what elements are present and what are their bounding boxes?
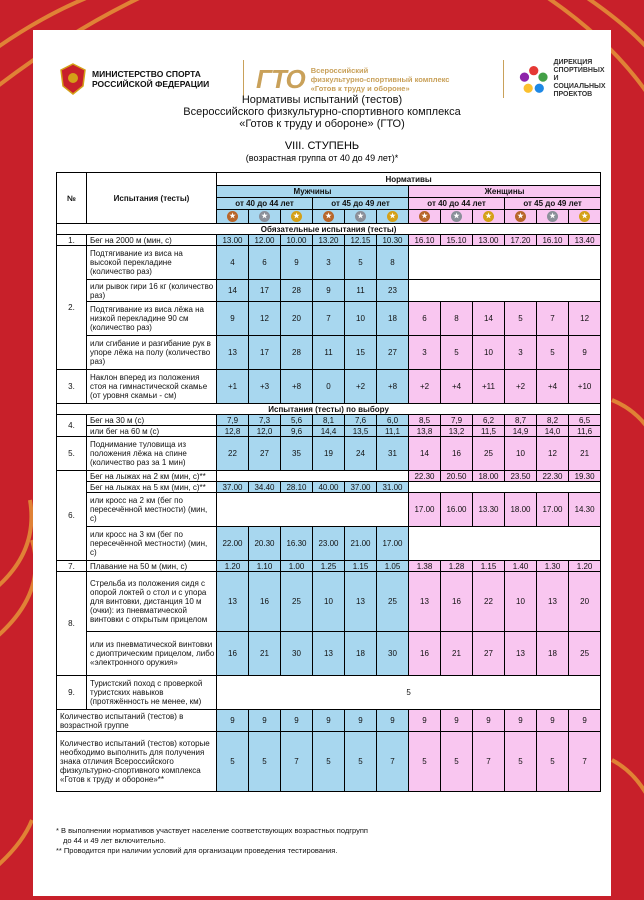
norm-value-women: 14 [409,437,441,471]
norm-value-men: 7 [281,732,313,792]
gold-badge-icon: ★ [387,211,398,222]
norm-value-women: 5 [537,336,569,370]
women-header: Женщины [409,186,601,198]
test-label: или кросс на 2 км (бег по пересечённой местности) (мин, с) [87,493,217,527]
norm-value-men: 9 [281,710,313,732]
norm-value-men: 17 [249,336,281,370]
norms-table [56,172,601,792]
table-row [57,426,601,437]
norm-value-women: 8,7 [505,415,537,426]
norm-value-women: 14,9 [505,426,537,437]
norm-value-women: 6,2 [473,415,505,426]
norm-value-men: 15 [345,336,377,370]
age-group-header: от 40 до 44 лет [409,198,505,210]
gto-line-1: Всероссийский [310,65,369,75]
norm-value-men: 9 [217,302,249,336]
test-label: или сгибание и разгибание рук в упоре лёжа на полу (количество раз) [87,336,217,370]
test-label: или из пневматической винтовки с диоптрическим прицелом, либо «электронного оружия» [87,632,217,676]
norm-value-men: 20.30 [249,527,281,561]
norm-value-women: 21 [441,632,473,676]
direction-line-3: И СОЦИАЛЬНЫХ [553,75,606,90]
norm-value-women: 20.50 [441,471,473,482]
norm-value-men: 22 [217,437,249,471]
norm-value-men: 7 [313,302,345,336]
badge-cell [377,210,409,224]
norm-value-women: 14,0 [537,426,569,437]
gold-badge-icon: ★ [483,211,494,222]
norm-value-women: 9 [569,336,601,370]
norm-value-men: 10 [313,572,345,632]
norm-value-men: 9 [249,710,281,732]
norm-value-men: 11 [345,280,377,302]
age-group-header: от 45 до 49 лет [505,198,601,210]
section-header: Испытания (тесты) по выбору [57,404,601,415]
age-group-header: от 45 до 49 лет [313,198,409,210]
norm-value-men: 27 [249,437,281,471]
test-number: 9. [57,676,87,710]
section-header: Обязательные испытания (тесты) [57,224,601,235]
footnotes [56,826,601,856]
norm-value-men: 23 [377,280,409,302]
norm-value-men: 5 [345,246,377,280]
empty-cell [409,527,601,561]
norm-value-men: 4 [217,246,249,280]
norm-value-women: 9 [505,710,537,732]
norm-value-men: +8 [281,370,313,404]
table-row [57,336,601,370]
badge-cell [505,210,537,224]
norm-value-women: 17.00 [537,493,569,527]
norm-value-men: 34.40 [249,482,281,493]
test-label: Плавание на 50 м (мин, с) [87,561,217,572]
test-label: Бег на 2000 м (мин, с) [87,235,217,246]
stage-title: VIII. СТУПЕНЬ [284,140,360,152]
direction-line-1: ДИРЕКЦИЯ [553,59,593,66]
norm-value-women: 8 [441,302,473,336]
norm-value-men: 17.00 [377,527,409,561]
bronze-badge-icon: ★ [227,211,238,222]
ministry-line-1: МИНИСТЕРСТВО СПОРТА [92,69,201,79]
silver-badge-icon: ★ [355,211,366,222]
norm-value-women: 12 [569,302,601,336]
norm-value-women: +2 [505,370,537,404]
norm-value-men: 5 [249,732,281,792]
norm-value-women: 6,5 [569,415,601,426]
norm-value-men: 1.05 [377,561,409,572]
norm-value-men: 28.10 [281,482,313,493]
norm-value-men: 31 [377,437,409,471]
norm-value-men: 1.10 [249,561,281,572]
table-row [57,732,601,792]
test-label: Количество испытаний (тестов) которые необходимо выполнить для получения знака отличия Всероссийского физкультурно-спортивного комплекса «Готов к труду и обороне»** [57,732,217,792]
empty-cell [409,482,601,493]
test-number: 5. [57,437,87,471]
table-row [57,173,601,186]
table-row [57,527,601,561]
table-row [57,561,601,572]
norm-value-men: 10.00 [281,235,313,246]
norm-value-women: 11,6 [569,426,601,437]
norm-value-men: 16.30 [281,527,313,561]
test-number: 3. [57,370,87,404]
norm-value-women: 3 [409,336,441,370]
test-number: 4. [57,415,87,437]
test-number: 6. [57,471,87,561]
test-label: Подтягивание из виса лёжа на низкой перекладине 90 см (количество раз) [87,302,217,336]
table-row [57,246,601,280]
norm-value-women: 9 [569,710,601,732]
star-cluster-icon [518,62,549,96]
test-label: Стрельба из положения сидя с опорой локтей о стол и с упора для винтовки, дистанция 10 м (очки): из пневматической винтовки с открытым прицелом [87,572,217,632]
table-row [57,415,601,426]
norm-value-men: 37.00 [345,482,377,493]
norm-value-women: +11 [473,370,505,404]
norm-value-men: 12,0 [249,426,281,437]
norm-value-women: 18 [537,632,569,676]
norm-value-men: 8 [377,246,409,280]
norm-value-women: 18.00 [473,471,505,482]
norm-value-women: 16.00 [441,493,473,527]
test-label: Бег на 30 м (с) [87,415,217,426]
norm-value-women: 8,5 [409,415,441,426]
norm-value-women: 27 [473,632,505,676]
norm-value-men: 22.00 [217,527,249,561]
norm-value-men: 9 [217,710,249,732]
norm-value-men: 25 [377,572,409,632]
norm-value-men: 1.00 [281,561,313,572]
badge-cell [473,210,505,224]
norm-value-women: 3 [505,336,537,370]
norm-value-men: 8,1 [313,415,345,426]
test-number: 2. [57,246,87,370]
direction-line-2: СПОРТИВНЫХ [553,67,605,74]
test-label: Бег на лыжах на 5 км (мин, с)** [87,482,217,493]
gto-line-2: физкультурно-спортивный комплекс [310,74,450,84]
norm-value-men: 0 [313,370,345,404]
norm-value-women: 13,2 [441,426,473,437]
norm-value-men: 13.00 [217,235,249,246]
norm-value-men: 21 [249,632,281,676]
direction-line-4: ПРОЕКТОВ [553,91,593,98]
norm-value-women: 23.50 [505,471,537,482]
norm-value-women: 5 [441,336,473,370]
men-header: Мужчины [217,186,409,198]
norm-value-men: 18 [345,632,377,676]
norm-value-men: 9 [345,710,377,732]
norm-value-women: +4 [537,370,569,404]
test-label: Подтягивание из виса на высокой перекладине (количество раз) [87,246,217,280]
norm-value-women: 7,9 [441,415,473,426]
test-number: 8. [57,572,87,676]
norm-value-men: 23.00 [313,527,345,561]
norm-value-men: 1.15 [345,561,377,572]
norm-value-men: 27 [377,336,409,370]
badge-cell [569,210,601,224]
norm-value-men: 5 [217,732,249,792]
norm-value-women: +4 [441,370,473,404]
norm-value-men: +1 [217,370,249,404]
norm-value-women: 14.30 [569,493,601,527]
norm-value-women: 13 [409,572,441,632]
norm-value-men: 7,3 [249,415,281,426]
norm-value-women: 22.30 [537,471,569,482]
norm-value-men: 5 [313,732,345,792]
norm-value-women: 16 [409,632,441,676]
norm-value-women: 22.30 [409,471,441,482]
norm-value-women: 13.30 [473,493,505,527]
norm-value-women: 9 [441,710,473,732]
norm-value-women: 11,5 [473,426,505,437]
norm-value-women: 9 [473,710,505,732]
norm-value-men: 25 [281,572,313,632]
silver-badge-icon: ★ [547,211,558,222]
norm-value-men: 13 [217,572,249,632]
norm-value-men: 1.25 [313,561,345,572]
norm-value-men: +3 [249,370,281,404]
bronze-badge-icon: ★ [419,211,430,222]
norm-value-men: 30 [281,632,313,676]
norm-value-women: 16.10 [409,235,441,246]
test-number: 7. [57,561,87,572]
table-row [57,280,601,302]
bronze-badge-icon: ★ [323,211,334,222]
norm-value-women: +10 [569,370,601,404]
norm-value-men: 12,8 [217,426,249,437]
test-label: Бег на лыжах на 2 км (мин, с)** [87,471,217,482]
norm-value-men: 11,1 [377,426,409,437]
norm-value-men: +8 [377,370,409,404]
silver-badge-icon: ★ [451,211,462,222]
stage-heading [33,140,611,164]
footnote-1: * В выполнении нормативов участвует население соответствующих возрастных подгрупп [56,826,368,835]
norm-value-women: 17.20 [505,235,537,246]
norm-value: 5 [217,676,601,710]
norm-value-men: 12 [249,302,281,336]
norm-value-women: 25 [569,632,601,676]
empty-cell [217,493,409,527]
norm-value-men: 7,6 [345,415,377,426]
table-row [57,710,601,732]
norm-value-women: 8,2 [537,415,569,426]
norm-value-men: 10 [345,302,377,336]
norm-value-men: 7,9 [217,415,249,426]
norm-value-men: 9 [313,280,345,302]
norm-value-men: 20 [281,302,313,336]
norm-value-women: 20 [569,572,601,632]
norm-value-men: 11 [313,336,345,370]
norm-value-men: 35 [281,437,313,471]
norm-value-women: 7 [537,302,569,336]
norm-value-women: 10 [505,437,537,471]
norm-value-men: 16 [249,572,281,632]
norm-value-men: 18 [377,302,409,336]
test-number: 1. [57,235,87,246]
badge-cell [281,210,313,224]
norm-value-women: 16 [441,572,473,632]
norm-value-men: 5,6 [281,415,313,426]
title-line-3: «Готов к труду и обороне» (ГТО) [239,118,405,130]
norm-value-women: 1.28 [441,561,473,572]
gto-mark: ГТО [256,63,305,94]
norms-header: Нормативы [217,173,601,186]
test-label: или рывок гири 16 кг (количество раз) [87,280,217,302]
test-label: или кросс на 3 км (бег по пересечённой местности) (мин, с) [87,527,217,561]
norm-value-men: 40.00 [313,482,345,493]
badge-cell [313,210,345,224]
title-line-2: Всероссийского физкультурно-спортивного комплекса [183,106,461,118]
norm-value-women: 1.38 [409,561,441,572]
norm-value-women: 1.15 [473,561,505,572]
norm-value-men: +2 [345,370,377,404]
norm-value-men: 13.20 [313,235,345,246]
table-row [57,482,601,493]
gto-line-3: «Готов к труду и обороне» [310,83,410,93]
badge-cell [345,210,377,224]
col-test-header: Испытания (тесты) [87,173,217,224]
table-row [57,676,601,710]
norm-value-men: 14 [217,280,249,302]
age-group-header: от 40 до 44 лет [217,198,313,210]
norm-value-men: 14,4 [313,426,345,437]
logo-divider [503,60,504,98]
norm-value-women: 5 [409,732,441,792]
norm-value-women: 16.10 [537,235,569,246]
empty-cell [409,246,601,280]
norm-value-women: 10 [505,572,537,632]
emblem-icon [58,62,88,96]
norm-value-women: 12 [537,437,569,471]
norm-value-women: 19.30 [569,471,601,482]
test-label: Туристский поход с проверкой туристских навыков (протяжённость не менее, км) [87,676,217,710]
norm-value-women: 13,8 [409,426,441,437]
norm-value-men: 17 [249,280,281,302]
table-row [57,572,601,632]
norm-value-men: 1.20 [217,561,249,572]
norm-value-men: 13 [313,632,345,676]
gold-badge-icon: ★ [579,211,590,222]
norm-value-women: 18.00 [505,493,537,527]
norm-value-men: 3 [313,246,345,280]
table-row [57,632,601,676]
norm-value-men: 6 [249,246,281,280]
norm-value-women: 13 [505,632,537,676]
norm-value-women: 7 [473,732,505,792]
empty-cell [409,280,601,302]
norm-value-women: 13.00 [473,235,505,246]
bronze-badge-icon: ★ [515,211,526,222]
norm-value-women: 16 [441,437,473,471]
norm-value-women: 5 [505,302,537,336]
norm-value-men: 9 [377,710,409,732]
gold-badge-icon: ★ [291,211,302,222]
norm-value-men: 13,5 [345,426,377,437]
norm-value-women: 14 [473,302,505,336]
norm-value-men: 13 [345,572,377,632]
title-line-1: Нормативы испытаний (тестов) [241,94,403,106]
col-no-header: № [57,173,87,224]
norm-value-women: 15.10 [441,235,473,246]
empty-cell [217,471,409,482]
age-group: (возрастная группа от 40 до 49 лет)* [245,153,399,163]
norm-value-men: 31.00 [377,482,409,493]
silver-badge-icon: ★ [259,211,270,222]
norm-value-women: 13 [537,572,569,632]
norm-value-men: 37.00 [217,482,249,493]
test-label: Наклон вперед из положения стоя на гимнастической скамье (от уровня скамьи - см) [87,370,217,404]
norm-value-women: 5 [537,732,569,792]
norm-value-men: 12.00 [249,235,281,246]
norm-value-women: 9 [409,710,441,732]
norm-value-women: 10 [473,336,505,370]
table-row [57,224,601,235]
table-row [57,493,601,527]
norm-value-men: 28 [281,336,313,370]
badge-cell [249,210,281,224]
norm-value-women: +2 [409,370,441,404]
norm-value-men: 9 [281,246,313,280]
norm-value-women: 1.30 [537,561,569,572]
norm-value-men: 7 [377,732,409,792]
norm-value-women: 7 [569,732,601,792]
norm-value-women: 21 [569,437,601,471]
ministry-line-2: РОССИЙСКОЙ ФЕДЕРАЦИИ [92,79,210,89]
norm-value-women: 1.40 [505,561,537,572]
norm-value-women: 13.40 [569,235,601,246]
footnote-2: ** Проводится при наличии условий для организации проведения тестирования. [56,846,338,855]
table-row [57,370,601,404]
norm-value-men: 16 [217,632,249,676]
footnote-1-cont: до 44 и 49 лет включительно. [63,836,166,845]
logo-divider [243,60,244,98]
badge-cell [441,210,473,224]
badge-cell [217,210,249,224]
table-row [57,437,601,471]
norm-value-men: 21.00 [345,527,377,561]
norm-value-men: 10.30 [377,235,409,246]
document-title [33,94,611,130]
table-row [57,404,601,415]
test-label: Поднимание туловища из положения лёжа на спине (количество раз за 1 мин) [87,437,217,471]
norm-value-men: 5 [345,732,377,792]
norm-value-women: 22 [473,572,505,632]
norm-value-men: 19 [313,437,345,471]
norm-value-men: 12.15 [345,235,377,246]
norm-value-women: 1.20 [569,561,601,572]
norm-value-women: 9 [537,710,569,732]
table-row [57,471,601,482]
test-label: Количество испытаний (тестов) в возрастной группе [57,710,217,732]
norm-value-men: 6,0 [377,415,409,426]
badge-cell [409,210,441,224]
norm-value-women: 17.00 [409,493,441,527]
norm-value-women: 25 [473,437,505,471]
norm-value-men: 30 [377,632,409,676]
norm-value-men: 9,6 [281,426,313,437]
norm-value-women: 5 [441,732,473,792]
norm-value-men: 28 [281,280,313,302]
norm-value-women: 5 [505,732,537,792]
norm-value-men: 13 [217,336,249,370]
norm-value-women: 6 [409,302,441,336]
norm-value-men: 9 [313,710,345,732]
badge-cell [537,210,569,224]
test-label: или бег на 60 м (с) [87,426,217,437]
table-row [57,302,601,336]
norm-value-men: 24 [345,437,377,471]
table-row [57,235,601,246]
